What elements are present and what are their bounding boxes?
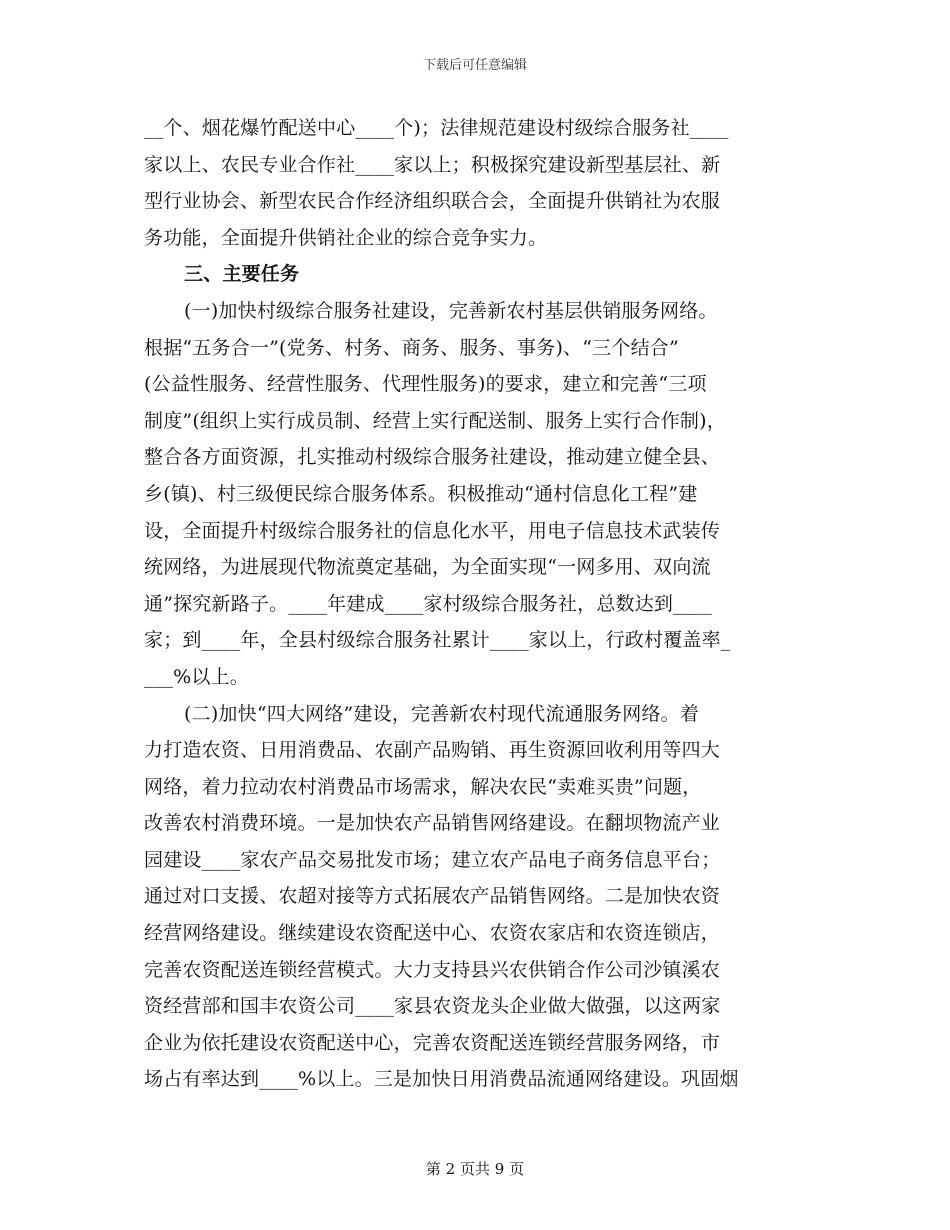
document-body bbox=[144, 110, 806, 1098]
section-heading: 三、主要任务 bbox=[184, 263, 300, 286]
text-line: 根据“五务合一”(党务、村务、商务、服务、事务)、“三个结合” bbox=[144, 336, 679, 359]
text-line: 资经营部和国丰农资公司____家县农资龙头企业做大做强，以这两家 bbox=[144, 995, 721, 1018]
page-header: 下载后可任意编辑 bbox=[422, 58, 527, 73]
text-line: 整合各方面资源，扎实推动村级综合服务社建设，推动建立健全县、 bbox=[144, 446, 721, 469]
text-line: __个、烟花爆竹配送中心____个)；法律规范建设村级综合服务社____ bbox=[144, 117, 729, 139]
text-line: 制度”(组织上实行成员制、经营上实行配送制、服务上实行合作制)， bbox=[144, 409, 726, 432]
text-line: 通过对口支援、农超对接等方式拓展农产品销售网络。二是加快农资 bbox=[144, 885, 721, 908]
text-line: 场占有率达到____%以上。三是加快日用消费品流通网络建设。巩固烟 bbox=[144, 1068, 739, 1091]
text-line: 家；到____年，全县村级综合服务社累计____家以上，行政村覆盖率_ bbox=[144, 629, 731, 652]
text-line: 网络，着力拉动农村消费品市场需求，解决农民“卖难买贵”问题， bbox=[144, 775, 702, 798]
text-line: 企业为依托建设农资配送中心，完善农资配送连锁经营服务网络，市 bbox=[144, 1031, 721, 1054]
text-line: 统网络，为进展现代物流奠定基础，为全面实现“一网多用、双向流 bbox=[144, 556, 711, 579]
paragraph-first-line: (二)加快“四大网络”建设，完善新农村现代流通服务网络。着 bbox=[184, 702, 700, 725]
text-line: 设，全面提升村级综合服务社的信息化水平，用电子信息技术武装传 bbox=[144, 519, 721, 542]
text-line: 经营网络建设。继续建设农资配送中心、农资农家店和农资连锁店， bbox=[144, 922, 721, 945]
text-line: 乡(镇)、村三级便民综合服务体系。积极推动“通村信息化工程”建 bbox=[144, 482, 698, 505]
text-line: 力打造农资、日用消费品、农副产品购销、再生资源回收利用等四大 bbox=[144, 739, 721, 762]
text-line: 通”探究新路子。____年建成____家村级综合服务社，总数达到____ bbox=[144, 592, 712, 615]
page-footer: 第 2 页共 9 页 bbox=[425, 1160, 525, 1178]
paragraph-first-line: (一)加快村级综合服务社建设，完善新农村基层供销服务网络。 bbox=[184, 299, 718, 322]
text-line: 家以上、农民专业合作社____家以上；积极探究建设新型基层社、新 bbox=[144, 153, 721, 176]
text-line: 务功能，全面提升供销社企业的综合竞争实力。 bbox=[144, 226, 548, 249]
text-line: 完善农资配送连锁经营模式。大力支持县兴农供销合作公司沙镇溪农 bbox=[144, 958, 721, 981]
text-line: (公益性服务、经营性服务、代理性服务)的要求，建立和完善“三项 bbox=[144, 373, 707, 396]
text-line: 型行业协会、新型农民合作经济组织联合会，全面提升供销社为农服 bbox=[144, 190, 721, 213]
text-line: ___%以上。 bbox=[144, 665, 249, 688]
text-line: 改善农村消费环境。一是加快农产品销售网络建设。在翻坝物流产业 bbox=[144, 812, 721, 835]
text-line: 园建设____家农产品交易批发市场；建立农产品电子商务信息平台； bbox=[144, 848, 721, 871]
